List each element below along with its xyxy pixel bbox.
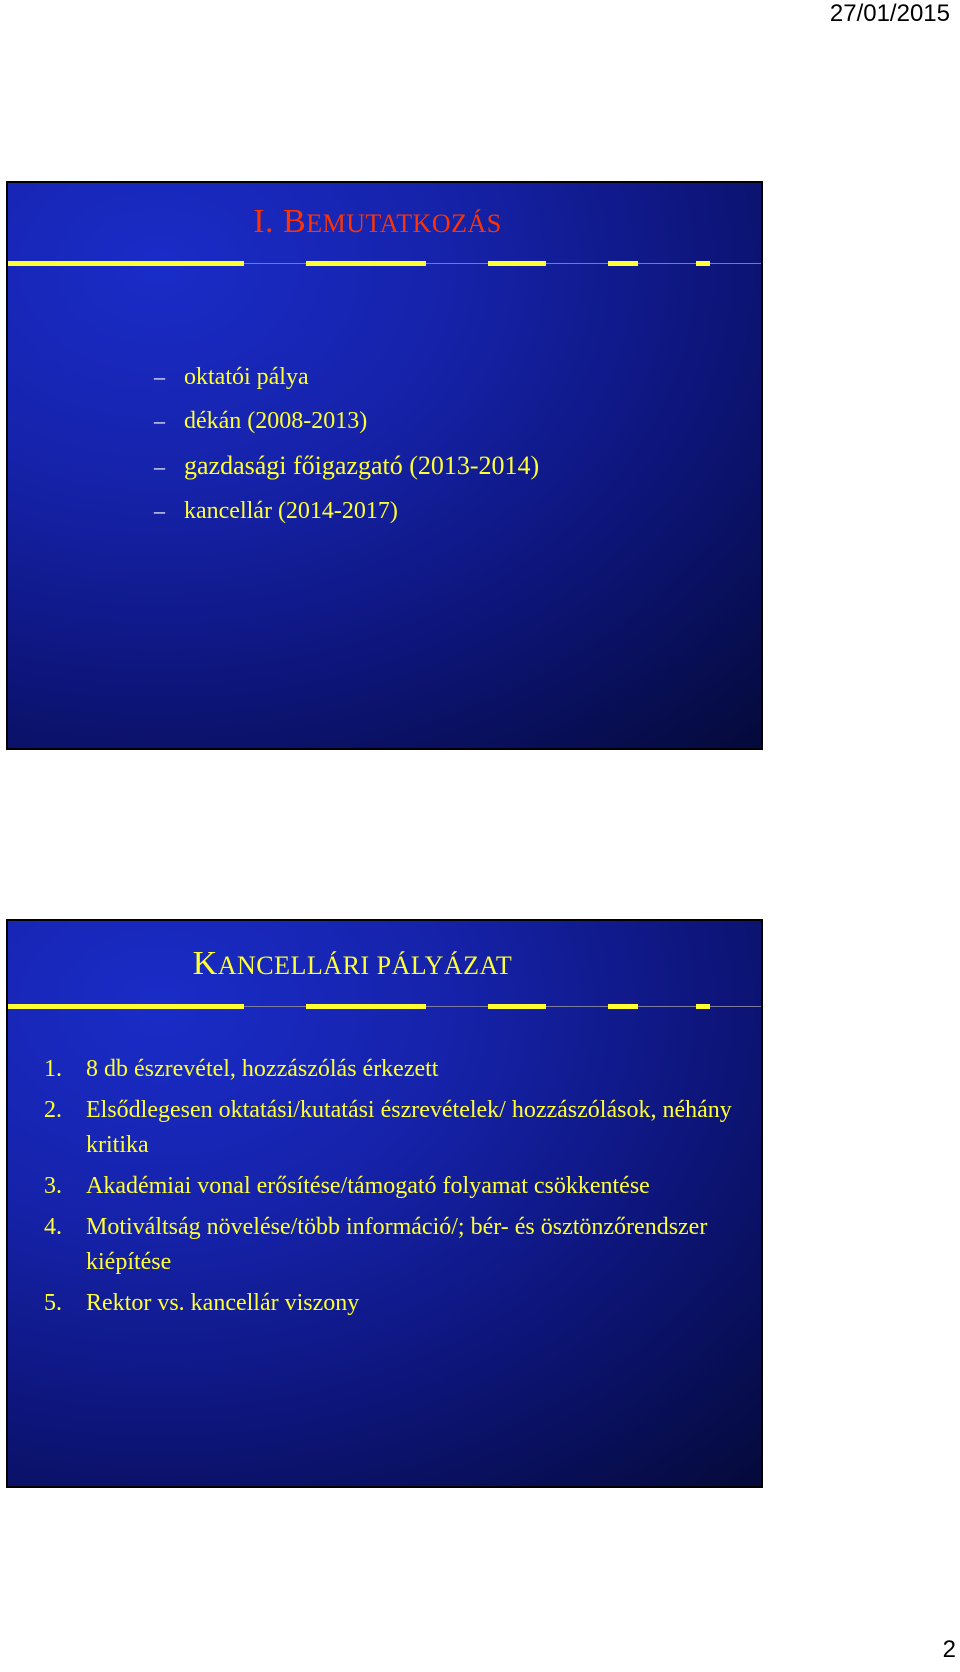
list-number: 5.	[44, 1290, 62, 1316]
list-number: 2.	[44, 1097, 62, 1123]
list-item	[154, 365, 539, 389]
slide-kancellari-palyazat	[6, 919, 763, 1488]
list-number: 1.	[44, 1056, 62, 1082]
dash-bullet: –	[154, 454, 165, 479]
list-item-text: oktatói pálya	[184, 364, 309, 390]
list-item	[44, 1169, 744, 1204]
list-item	[44, 1286, 744, 1321]
list-item-text: kancellár (2014-2017)	[184, 498, 398, 524]
slide-title	[6, 203, 754, 241]
list-number: 3.	[44, 1173, 62, 1199]
feedback-list	[44, 1052, 744, 1327]
list-item-text: gazdasági főigazgató (2013-2014)	[184, 451, 540, 480]
slide-bemutatkozas	[6, 181, 763, 750]
list-item-text: dékán (2008-2013)	[184, 408, 368, 434]
list-item-text: Rektor vs. kancellár viszony	[86, 1290, 360, 1316]
slide-title-rest: ANCELLÁRI PÁLYÁZAT	[217, 951, 513, 980]
career-list	[154, 365, 539, 543]
list-item	[44, 1093, 744, 1163]
slide-title	[6, 945, 729, 983]
list-item	[44, 1210, 744, 1280]
slide-title-rest: EMUTATKOZÁS	[306, 209, 502, 238]
list-item-text: 8 db észrevétel, hozzászólás érkezett	[86, 1056, 439, 1082]
page-number: 2	[942, 1636, 956, 1663]
list-item	[154, 409, 539, 433]
list-item	[154, 453, 539, 479]
list-item	[44, 1052, 744, 1087]
slide-title-initial: I. B	[253, 203, 307, 240]
list-item-text: Akadémiai vonal erősítése/támogató folyamat csökkentése	[86, 1173, 650, 1199]
list-item	[154, 499, 539, 523]
list-number: 4.	[44, 1214, 62, 1240]
dash-bullet: –	[154, 498, 165, 523]
dash-bullet: –	[154, 408, 165, 433]
slide-title-initial: K	[192, 945, 218, 982]
page-date: 27/01/2015	[829, 0, 950, 27]
list-item-text: Motiváltság növelése/több információ/; bér- és ösztönzőrendszer kiépítése	[86, 1214, 708, 1275]
dash-bullet: –	[154, 364, 165, 389]
list-item-text: Elsődlegesen oktatási/kutatási észrevételek/ hozzászólások, néhány kritika	[86, 1097, 732, 1158]
